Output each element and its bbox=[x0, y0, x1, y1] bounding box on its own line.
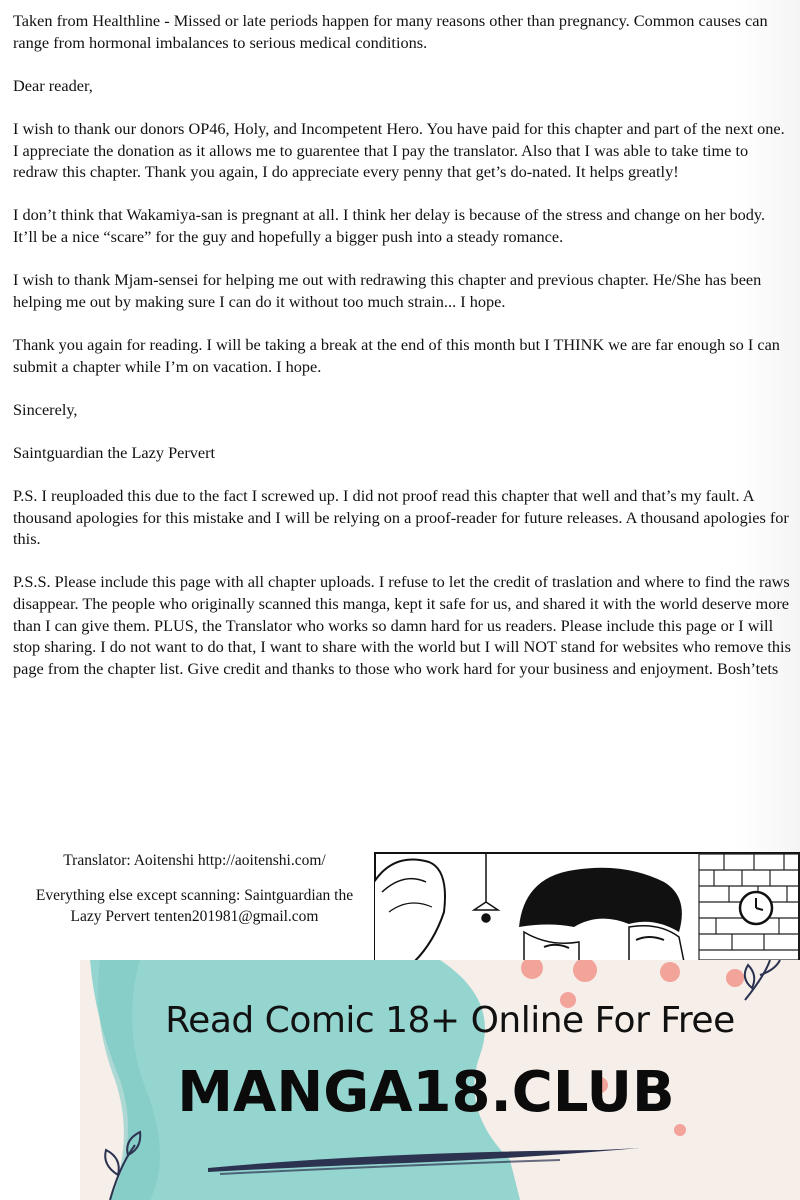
signature: Saintguardian the Lazy Pervert bbox=[13, 442, 216, 462]
credits-block bbox=[22, 850, 367, 941]
greeting: Dear reader, bbox=[13, 75, 93, 95]
sign-off: Sincerely, bbox=[13, 399, 78, 419]
story-comment: I don’t think that Wakamiya-san is pregnant at all. I think her delay is because of the stress and change on her body. It’ll be a nice “scare” for the guy and hopefully a bigger push into a steady romance. bbox=[13, 205, 766, 246]
banner-site-name[interactable]: MANGA18.CLUB bbox=[177, 1060, 675, 1125]
break-notice: Thank you again for reading. I will be taking a break at the end of this month but I THINK we are far enough so I can submit a chapter while I’m on vacation. I hope. bbox=[13, 334, 780, 376]
post-postscript: P.S.S. Please include this page with all chapter uploads. I refuse to let the credit of traslation and where to find the raws disappear. The people who originally scanned this manga, kept it safe for us, and shared it with the world deserve more than I can give them. PLUS, the Translator who works so damn hard for us readers. Please include this page or I will stop sharing. I do not want to do that, I want to share with the world but I will NOT stand for websites who remove this page from the chapter list. Give credit and thanks to those who work hard for your business and enjoyment. Bosh’tets bbox=[13, 572, 791, 678]
donor-thanks: I wish to thank our donors OP46, Holy, and Incompetent Hero. You have paid for this chapter and part of the next one. I appreciate the donation as it allows me to guarentee that I pay the translator. Also that I was able to take time to redraw this chapter. Thank you again, I do appreciate every penny that get’s do-nated. It helps greatly! bbox=[13, 118, 785, 182]
editor-credit: Everything else except scanning: Saintguardian the Lazy Pervert tenten201981@gmail.com bbox=[35, 887, 354, 925]
helper-thanks: I wish to thank Mjam-sensei for helping me out with redrawing this chapter and previous chapter. He/She has been helping me out by making sure I can do it without too much strain... I hope. bbox=[13, 270, 762, 311]
manga-panel-illustration bbox=[374, 852, 800, 962]
banner-tagline: Read Comic 18+ Online For Free bbox=[165, 1000, 735, 1041]
postscript: P.S. I reuploaded this due to the fact I screwed up. I did not proof read this chapter that well and that’s my fault. A thousand apologies for this mistake and I will be relying on a proof-reader for future releases. A thousand apologies for this. bbox=[13, 486, 789, 549]
translator-credit: Translator: Aoitenshi http://aoitenshi.com/ bbox=[63, 852, 326, 869]
clock-icon bbox=[740, 892, 772, 924]
manga-panel-art bbox=[374, 852, 800, 962]
letter-body bbox=[13, 10, 791, 701]
healthline-note: Taken from Healthline - Missed or late periods happen for many reasons other than pregnancy. Common causes can range from hormonal imbalances to serious medical conditions. bbox=[13, 11, 768, 52]
